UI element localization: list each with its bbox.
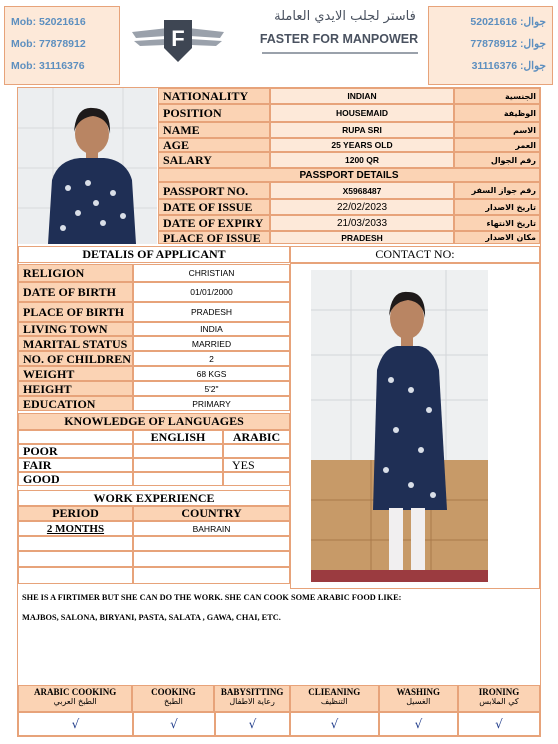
- level: FAIR: [18, 458, 133, 472]
- col-english: ENGLISH: [133, 430, 223, 444]
- languages-title: KNOWLEDGE OF LANGUAGES: [18, 413, 290, 430]
- skill-label-arabic: كي الملابس: [479, 696, 519, 706]
- row-salary: [158, 152, 540, 168]
- work-header-row: [18, 506, 290, 521]
- check-mark-icon: √: [18, 711, 133, 736]
- company-logo: [128, 8, 228, 68]
- col-period: PERIOD: [18, 506, 133, 521]
- applicant-details-table: [18, 264, 290, 411]
- skill-babysitting: [214, 685, 289, 713]
- right-phone-1: جوال: 52021616: [470, 16, 546, 28]
- company-name-arabic: فاستر لجلب الايدي العاملة: [274, 9, 416, 24]
- passport-details-title: PASSPORT DETAILS: [158, 168, 540, 182]
- skills-header-row: [18, 686, 540, 711]
- value: PRADESH: [133, 302, 290, 322]
- check-mark-icon: √: [458, 711, 540, 736]
- detail-row: [18, 322, 290, 336]
- label: PASSPORT NO.: [158, 182, 270, 199]
- skills-table: [18, 686, 540, 736]
- detail-row: [18, 366, 290, 381]
- detail-row: [18, 351, 290, 366]
- remarks-box: [18, 589, 540, 686]
- detail-row: [18, 336, 290, 351]
- empty-cell: [133, 551, 290, 567]
- skill-ironing: [458, 685, 540, 713]
- skills-check-row: [18, 711, 540, 736]
- languages-table: [18, 413, 290, 486]
- label: LIVING TOWN: [18, 322, 133, 336]
- label: SALARY: [158, 152, 270, 168]
- left-phone-3: Mob: 31116376: [11, 60, 85, 72]
- value: HOUSEMAID: [270, 104, 454, 122]
- value: 25 YEARS OLD: [270, 138, 454, 152]
- value: MARRIED: [133, 336, 290, 351]
- arabic-label: رقم الجوال: [454, 152, 540, 168]
- level: POOR: [18, 444, 133, 458]
- company-name-english: FASTER FOR MANPOWER: [259, 32, 419, 46]
- skill-label-arabic: الطبخ العربي: [53, 696, 97, 706]
- skill-washing: [379, 685, 458, 713]
- row-date-of-issue: [158, 199, 540, 215]
- applicant-photo-full: [311, 270, 488, 582]
- right-contact-box: [428, 6, 553, 85]
- row-nationality: [158, 88, 540, 104]
- language-row: [18, 472, 290, 486]
- skill-label: COOKING: [151, 686, 196, 697]
- label: AGE: [158, 138, 270, 152]
- row-passport-no: [158, 182, 540, 199]
- value: 01/01/2000: [133, 282, 290, 302]
- work-row-empty: [18, 551, 290, 567]
- company-name-underline: [262, 52, 418, 54]
- check-mark-icon: √: [290, 711, 379, 736]
- work-row: [18, 521, 290, 536]
- value: 1200 QR: [270, 152, 454, 168]
- label: PLACE OF BIRTH: [18, 302, 133, 322]
- skill-label-arabic: الغسيل: [406, 696, 431, 706]
- label: PLACE OF ISSUE: [158, 231, 270, 244]
- language-row: [18, 444, 290, 458]
- skill-cleaning: [290, 685, 379, 713]
- work-experience-table: [18, 490, 290, 584]
- english-value: [133, 458, 223, 472]
- skill-cooking: [132, 685, 214, 713]
- arabic-value: YES: [223, 458, 290, 472]
- svg-text:F: F: [171, 26, 185, 51]
- label: DATE OF EXPIRY: [158, 215, 270, 231]
- value: PRADESH: [270, 231, 454, 244]
- detail-row: [18, 282, 290, 302]
- right-phone-3: جوال: 31116376: [471, 60, 546, 72]
- label: NAME: [158, 122, 270, 138]
- col-arabic: ARABIC: [223, 430, 290, 444]
- remarks-line-1: SHE IS A FIRTIMER BUT SHE CAN DO THE WORK. SHE CAN COOK SOME ARABIC FOOD LIKE:: [22, 593, 402, 602]
- value: INDIAN: [270, 88, 454, 104]
- remarks-line-2: MAJBOS, SALONA, BIRYANI, PASTA, SALATA , GAWA, CHAI, ETC.: [22, 613, 281, 622]
- arabic-label: العمر: [454, 138, 540, 152]
- arabic-label: الاسم: [454, 122, 540, 138]
- label: POSITION: [158, 104, 270, 122]
- label: NO. OF CHILDREN: [18, 351, 133, 366]
- label: MARITAL STATUS: [18, 336, 133, 351]
- value: CHRISTIAN: [133, 264, 290, 282]
- empty-cell: [133, 567, 290, 584]
- label: RELIGION: [18, 264, 133, 282]
- skill-label: BABYSITTING: [220, 686, 284, 697]
- value: 21/03/2033: [270, 215, 454, 231]
- arabic-label: تاريخ الاصدار: [454, 199, 540, 215]
- arabic-label: مكان الاصدار: [454, 231, 540, 244]
- level: GOOD: [18, 472, 133, 486]
- work-row-empty: [18, 536, 290, 551]
- detail-row: [18, 264, 290, 282]
- row-date-of-expiry: [158, 215, 540, 231]
- skill-arabic-cooking: [18, 685, 132, 713]
- arabic-label: الوظيفة: [454, 104, 540, 122]
- value: PRIMARY: [133, 396, 290, 411]
- contact-label: CONTACT NO:: [290, 246, 540, 263]
- empty-cell: [18, 430, 133, 444]
- col-country: COUNTRY: [133, 506, 290, 521]
- top-info-table: [158, 88, 540, 244]
- left-phone-2: Mob: 77878912: [11, 38, 86, 50]
- applicant-photo-small: [18, 88, 157, 244]
- label: EDUCATION: [18, 396, 133, 411]
- skill-label: WASHING: [396, 686, 441, 697]
- label: DATE OF BIRTH: [18, 282, 133, 302]
- label: HEIGHT: [18, 381, 133, 396]
- work-row-empty: [18, 567, 290, 584]
- detail-row: [18, 381, 290, 396]
- value: 22/02/2023: [270, 199, 454, 215]
- english-value: [133, 444, 223, 458]
- row-name: [158, 122, 540, 138]
- label: NATIONALITY: [158, 88, 270, 104]
- row-position: [158, 104, 540, 122]
- languages-header-row: [18, 430, 290, 444]
- skill-label: IRONING: [478, 686, 520, 697]
- work-experience-title: WORK EXPERIENCE: [18, 490, 290, 506]
- value: RUPA SRI: [270, 122, 454, 138]
- skill-label-arabic: الطبخ: [164, 696, 183, 706]
- arabic-label: تاريخ الانتهاء: [454, 215, 540, 231]
- country: BAHRAIN: [133, 521, 290, 536]
- skill-label-arabic: رعاية الاطفال: [229, 696, 275, 706]
- empty-cell: [133, 536, 290, 551]
- arabic-label: الجنسية: [454, 88, 540, 104]
- check-mark-icon: √: [215, 711, 290, 736]
- check-mark-icon: √: [133, 711, 215, 736]
- period: 2 MONTHS: [18, 521, 133, 536]
- detail-row: [18, 396, 290, 411]
- arabic-value: [223, 444, 290, 458]
- row-place-of-issue: [158, 231, 540, 244]
- arabic-value: [223, 472, 290, 486]
- left-contact-box: [4, 6, 120, 85]
- value: 2: [133, 351, 290, 366]
- empty-cell: [18, 551, 133, 567]
- applicant-details-title: DETALIS OF APPLICANT: [18, 246, 290, 263]
- skill-label-arabic: التنظيف: [320, 696, 348, 706]
- detail-row: [18, 302, 290, 322]
- empty-cell: [18, 536, 133, 551]
- skill-label: ARABIC COOKING: [34, 686, 117, 697]
- value: X5968487: [270, 182, 454, 199]
- value: 68 KGS: [133, 366, 290, 381]
- empty-cell: [18, 567, 133, 584]
- skill-label: CLIEANING: [308, 686, 361, 697]
- left-phone-1: Mob: 52021616: [11, 16, 86, 28]
- arabic-label: رقم جواز السفر: [454, 182, 540, 199]
- right-phone-2: جوال: 77878912: [470, 38, 546, 50]
- check-mark-icon: √: [379, 711, 458, 736]
- row-age: [158, 138, 540, 152]
- value: INDIA: [133, 322, 290, 336]
- english-value: [133, 472, 223, 486]
- value: 5'2": [133, 381, 290, 396]
- label: WEIGHT: [18, 366, 133, 381]
- label: DATE OF ISSUE: [158, 199, 270, 215]
- language-row: [18, 458, 290, 472]
